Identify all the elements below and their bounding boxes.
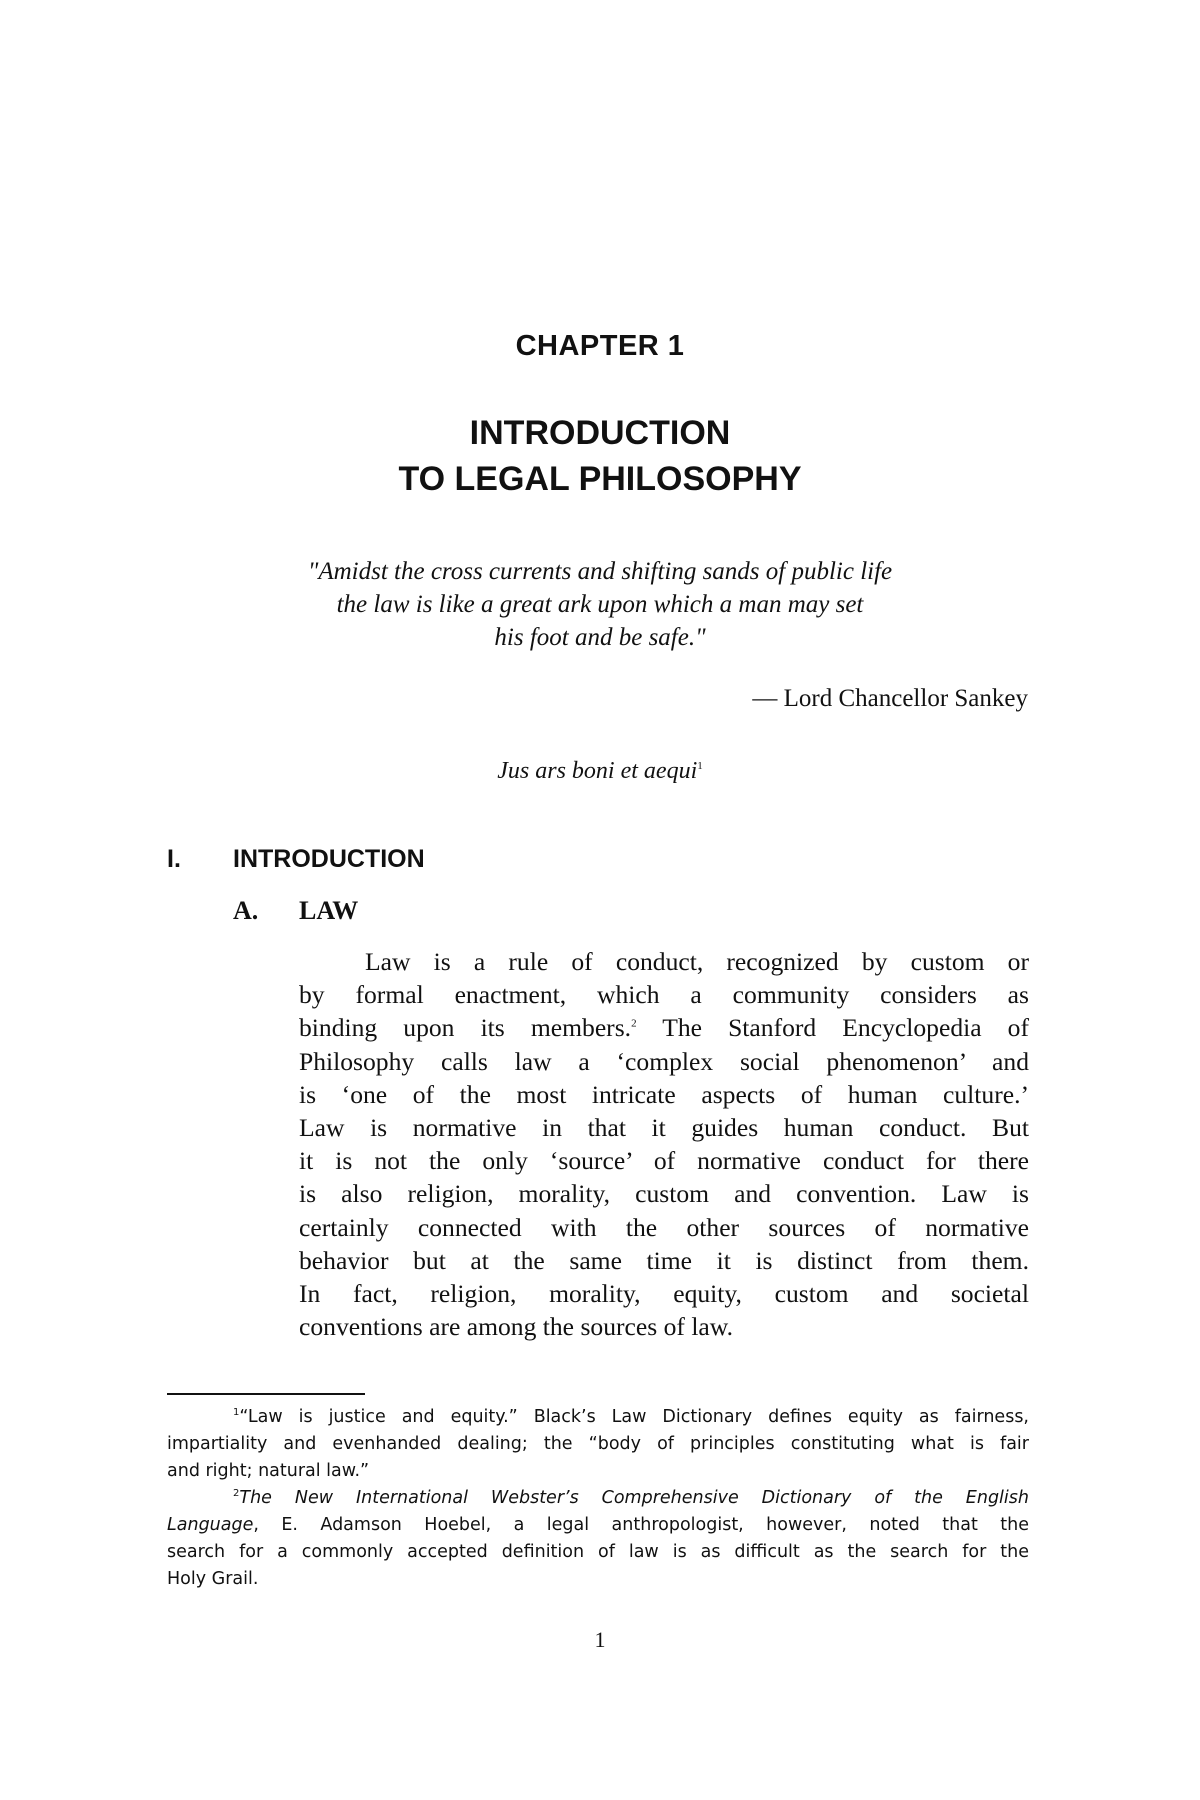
subsection-number: A. (233, 896, 259, 925)
body-line-text: binding upon its members. (299, 1013, 632, 1043)
chapter-title (0, 410, 1200, 502)
section-number: I. (167, 845, 181, 873)
footnote-marker: 1 (233, 1407, 240, 1419)
footnote-2-line (167, 1512, 1029, 1539)
body-paragraph (299, 945, 1029, 1343)
epigraph-attribution: — Lord Chancellor Sankey (752, 685, 1028, 712)
footnote-citation-title: The New International Webster’s Comprehensive Dictionary of the English (239, 1488, 1029, 1508)
body-line: In fact, religion, morality, equity, custom and societal (299, 1278, 1029, 1308)
subsection-title: LAW (299, 896, 359, 925)
body-line: Law is normative in that it guides human conduct. But (299, 1112, 1029, 1142)
footnote-citation-title: Language (167, 1515, 254, 1535)
body-line: it is not the only ‘source’ of normative conduct for there (299, 1146, 1029, 1176)
footnote-text: “Law is justice and equity.” Black’s Law Dictionary defines equity as fairness, (239, 1407, 1029, 1427)
footnote-text: , E. Adamson Hoebel, a legal anthropologist, however, noted that the (253, 1515, 1029, 1535)
epigraph-line: "Amidst the cross currents and shifting sands of public life (307, 558, 893, 585)
maxim-text: Jus ars boni et aequi (497, 758, 698, 784)
footnote-2-line (167, 1485, 1029, 1512)
footnote-1-line (167, 1404, 1029, 1431)
footnote-ref[interactable]: 2 (631, 1017, 637, 1030)
footnote-1-line: and right; natural law.” (167, 1461, 370, 1481)
latin-maxim (0, 758, 1200, 785)
body-line: is also religion, morality, custom and convention. Law is (299, 1179, 1029, 1209)
subsection-heading (233, 896, 358, 926)
body-line-text: The Stanford Encyclopedia of (636, 1013, 1029, 1043)
chapter-label: CHAPTER 1 (515, 330, 685, 362)
body-line: certainly connected with the other sources of normative (299, 1212, 1029, 1242)
footnote-divider (167, 1393, 365, 1395)
footnote-1-line: impartiality and evenhanded dealing; the “body of principles constituting what is fair (167, 1434, 1029, 1454)
chapter-title-line: TO LEGAL PHILOSOPHY (398, 460, 802, 498)
footnote-marker: 2 (233, 1488, 240, 1500)
page-number: 1 (594, 1627, 606, 1652)
footnote-ref[interactable]: 1 (697, 760, 703, 772)
epigraph-line: his foot and be safe." (494, 624, 706, 651)
footnote-2-line: search for a commonly accepted definition of law is as difficult as the search for the (167, 1542, 1029, 1562)
body-line: conventions are among the sources of law. (299, 1312, 734, 1342)
epigraph-line: the law is like a great ark upon which a man may set (336, 591, 864, 618)
body-line: behavior but at the same time it is distinct from them. (299, 1245, 1029, 1275)
body-line (299, 1011, 1029, 1044)
section-heading (167, 845, 425, 874)
body-line: Philosophy calls law a ‘complex social phenomenon’ and (299, 1046, 1029, 1076)
footnotes (167, 1404, 1029, 1593)
body-line: Law is a rule of conduct, recognized by custom or (365, 947, 1029, 976)
section-title: INTRODUCTION (233, 845, 425, 873)
epigraph-quote (0, 555, 1200, 654)
body-line: by formal enactment, which a community considers as (299, 980, 1029, 1010)
footnote-2-line: Holy Grail. (167, 1569, 259, 1589)
body-line: is ‘one of the most intricate aspects of human culture.’ (299, 1079, 1029, 1109)
chapter-title-line: INTRODUCTION (469, 414, 731, 452)
